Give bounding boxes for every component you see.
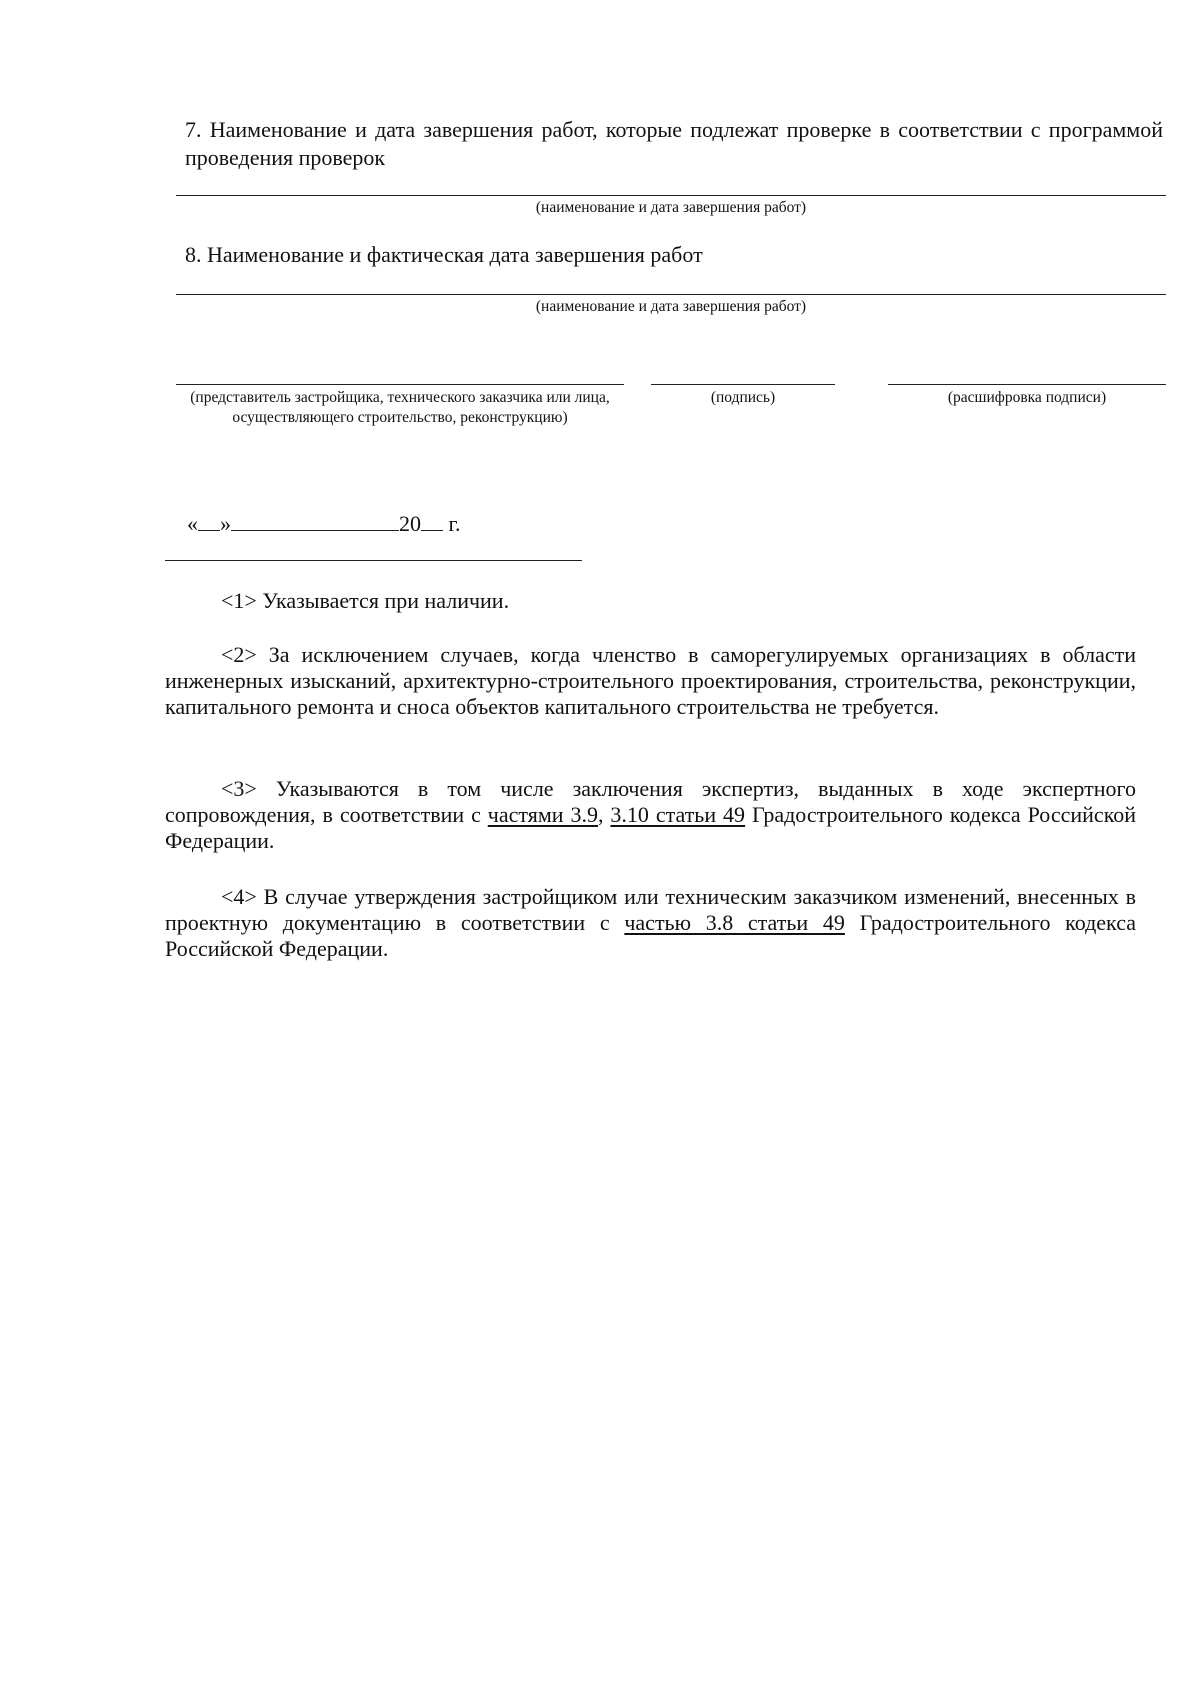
footnote-3-end: Градостроительного кодекса Российской Федерации.: [165, 802, 1137, 853]
representative-caption: (представитель застройщика, технического заказчика или лица, осуществляющего строительство, реконструкцию): [190, 389, 610, 426]
link-part-3-8-article-49[interactable]: частью 3.8 статьи 49: [624, 910, 845, 935]
link-3-10-article-49[interactable]: 3.10 статьи 49: [610, 802, 746, 827]
decoding-fill-line[interactable]: [888, 384, 1166, 385]
year-prefix: 20: [399, 511, 421, 536]
footnote-2: <2> За исключением случаев, когда членство в саморегулируемых организациях в области инженерных изысканий, архитектурно-строительного проектирования, строительства, реконструкции, капитального ремонта и сноса объектов капитального строительства не требуется.: [165, 642, 1136, 719]
year-suffix: г.: [448, 511, 461, 536]
footnote-separator: [165, 560, 582, 561]
decoding-caption: (расшифровка подписи): [947, 389, 1107, 406]
footnote-4-end: Градостроительного кодекса Российской Федерации.: [165, 910, 1136, 961]
item-8-caption: (наименование и дата завершения работ): [535, 298, 807, 315]
item-8-text: 8. Наименование и фактическая дата завершения работ: [185, 242, 703, 267]
year-blank[interactable]: [421, 508, 443, 531]
item-7-fill-line[interactable]: [176, 195, 1166, 196]
link-parts-3-9[interactable]: частями 3.9: [487, 802, 598, 827]
month-blank[interactable]: [231, 508, 399, 531]
item-8-fill-line[interactable]: [176, 294, 1166, 295]
footnote-3-text: <3> Указываются в том числе заключения экспертиз, выданных в ходе экспертного сопровождения, в соответствии с: [165, 776, 1136, 827]
footnote-3: [165, 776, 1136, 854]
footnote-4-text: <4> В случае утверждения застройщиком или техническим заказчиком изменений, внесенных в проектную документацию в соответствии с: [165, 884, 1136, 935]
footnote-3-separator: ,: [597, 802, 611, 827]
footnote-1: <1> Указывается при наличии.: [221, 588, 510, 613]
footnote-4: [165, 884, 1136, 962]
representative-fill-line[interactable]: [176, 384, 624, 385]
item-7-caption: (наименование и дата завершения работ): [535, 199, 807, 216]
item-7-text: 7. Наименование и дата завершения работ, которые подлежат проверке в соответствии с программой проведения проверок: [185, 117, 1163, 170]
signature-fill-line[interactable]: [651, 384, 835, 385]
date-close-quote: »: [220, 511, 231, 536]
day-blank[interactable]: [198, 508, 220, 531]
date-line: [165, 480, 461, 566]
signature-caption: (подпись): [710, 389, 776, 406]
date-open-quote: «: [187, 511, 198, 536]
